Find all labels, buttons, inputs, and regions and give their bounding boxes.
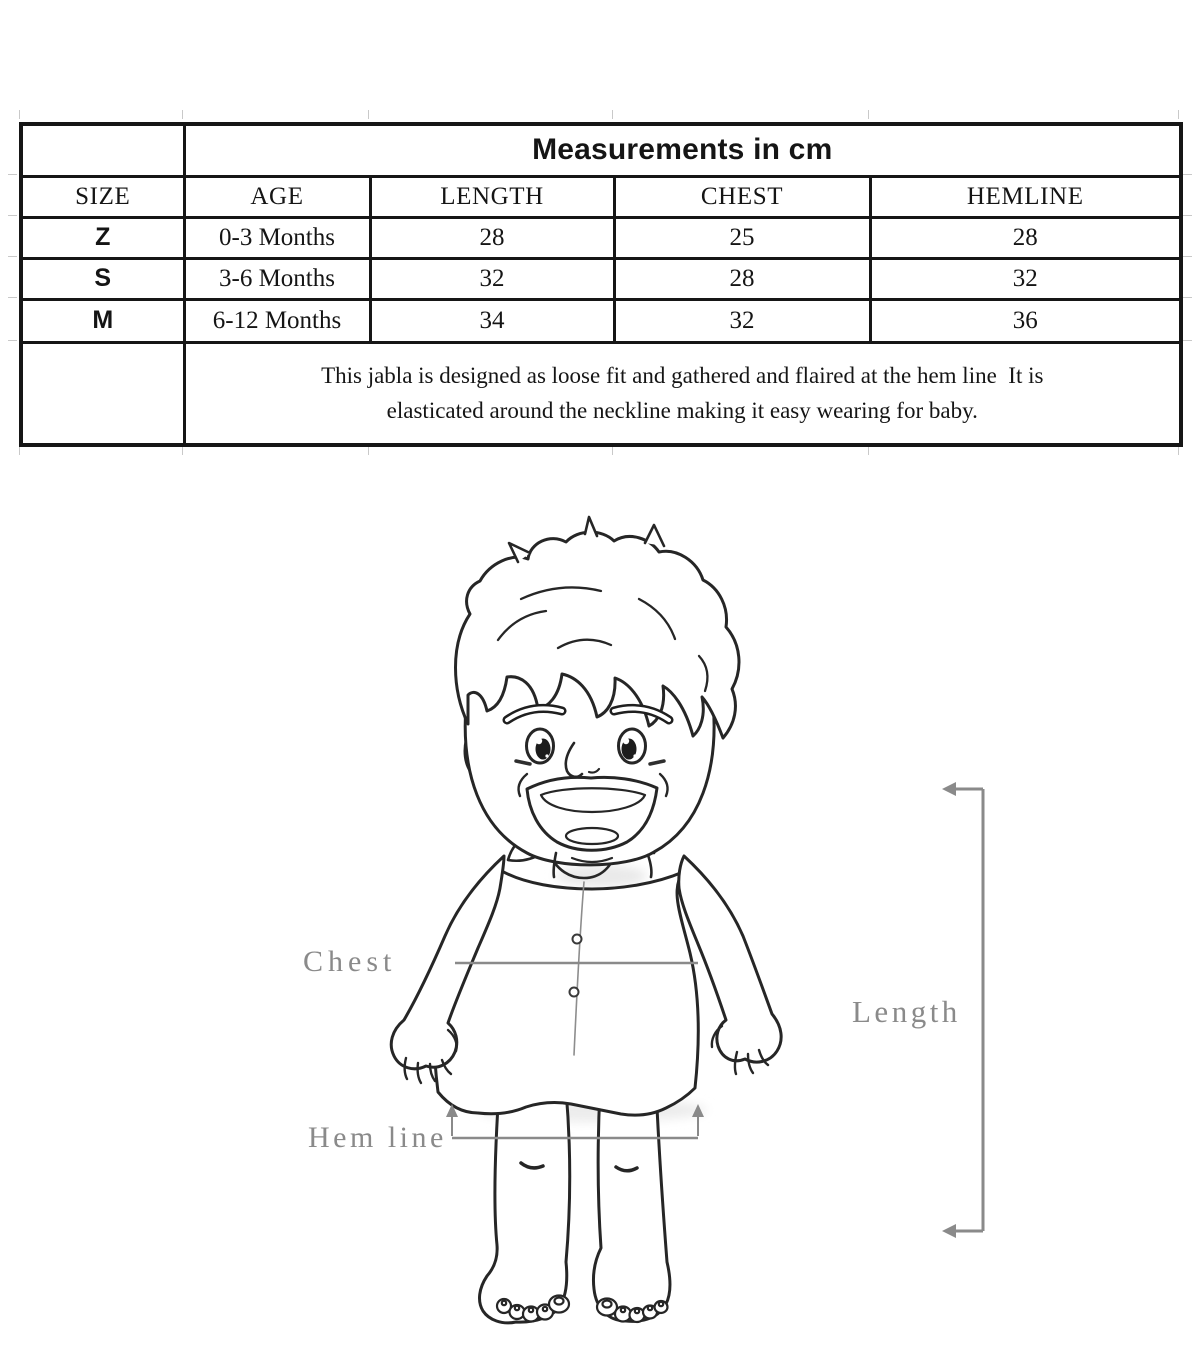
size-z-hemline: 28 (870, 217, 1181, 258)
size-z-chest: 25 (614, 217, 870, 258)
note-line-1: This jabla is designed as loose fit and gathered and flaired at the hem line It is (321, 363, 1044, 389)
size-diagram-illustration (0, 460, 1200, 1368)
tongue (566, 828, 618, 844)
table-title-row (21, 124, 1181, 176)
hem-line-label: Hem line (308, 1121, 447, 1154)
button (573, 935, 582, 944)
size-chart-table (19, 122, 1183, 447)
size-row-z (21, 217, 1181, 258)
size-m-age: 6-12 Months (184, 299, 370, 342)
empty-size-cell (21, 342, 184, 445)
size-row-s (21, 258, 1181, 299)
chest-label: Chest (303, 945, 397, 978)
size-z-age: 0-3 Months (184, 217, 370, 258)
size-s-length: 32 (370, 258, 614, 299)
table-title: Measurements in cm (184, 124, 1181, 176)
neck-line (648, 855, 651, 877)
col-header-hemline: HEMLINE (870, 176, 1181, 217)
size-m-label: M (21, 299, 184, 342)
col-header-length: LENGTH (370, 176, 614, 217)
button (570, 988, 579, 997)
right-leg (593, 1086, 669, 1321)
size-s-age: 3-6 Months (184, 258, 370, 299)
col-header-size: SIZE (21, 176, 184, 217)
size-s-hemline: 32 (870, 258, 1181, 299)
size-m-chest: 32 (614, 299, 870, 342)
right-eye (619, 729, 646, 763)
left-eye (527, 729, 554, 763)
col-header-chest: CHEST (614, 176, 870, 217)
note-line-2: elasticated around the neckline making it easy wearing for baby. (386, 398, 978, 424)
size-s-chest: 28 (614, 258, 870, 299)
size-m-hemline: 36 (870, 299, 1181, 342)
size-z-label: Z (21, 217, 184, 258)
length-label: Length (852, 994, 961, 1029)
product-note (184, 342, 1181, 445)
note-row (21, 342, 1181, 445)
size-m-length: 34 (370, 299, 614, 342)
size-row-m (21, 299, 1181, 342)
col-header-age: AGE (184, 176, 370, 217)
toddler-line-art (391, 517, 781, 1323)
empty-corner-cell (21, 124, 184, 176)
size-s-label: S (21, 258, 184, 299)
size-z-length: 28 (370, 217, 614, 258)
column-header-row (21, 176, 1181, 217)
